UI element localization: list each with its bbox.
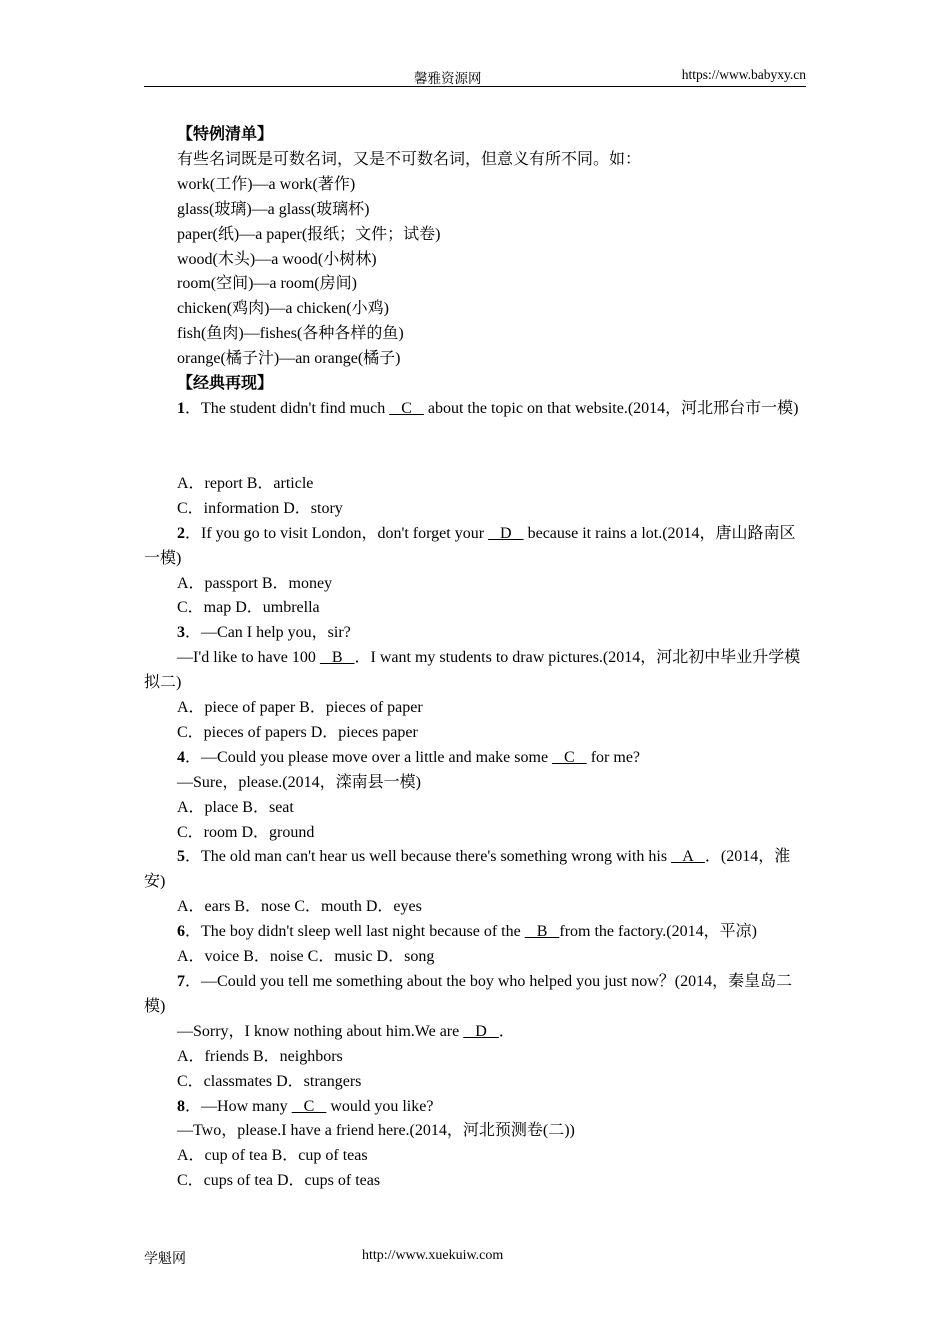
document-body	[144, 123, 806, 1194]
footer-url[interactable]: http://www.xuekuiw.com	[362, 1248, 504, 1263]
footer-site-name: 学魁网	[144, 1252, 186, 1267]
special-list-title: 【特例清单】	[177, 126, 274, 143]
header-url[interactable]: https://www.babyxy.cn	[681, 67, 806, 82]
options: C．map D．umbrella	[177, 599, 320, 617]
question-number: 5	[177, 848, 185, 866]
options: A．friends B．neighbors	[177, 1047, 343, 1065]
options: A．cup of tea B．cup of teas	[177, 1147, 368, 1165]
answer-blank: D	[463, 1022, 499, 1040]
header-site-name: 馨雅资源网	[414, 71, 482, 86]
options: A．voice B．noise C．music D．song	[177, 948, 435, 966]
question-6: 6．The boy didn't sleep well last night because of the B from the factory.(2014，平凉)	[177, 923, 757, 941]
question-7: 7．—Could you tell me something about the boy who helped you just now？(2014，秦皇岛二模)	[144, 973, 793, 1015]
question-8-reply: —Two，please.I have a friend here.(2014，河北预测卷(二))	[177, 1122, 575, 1140]
answer-blank: C	[389, 399, 424, 417]
question-number: 3	[177, 624, 185, 642]
options: A．piece of paper B．pieces of paper	[177, 699, 423, 717]
options: C．pieces of papers D．pieces paper	[177, 723, 418, 741]
special-item: orange(橘子汁)—an orange(橘子)	[177, 350, 401, 368]
question-number: 7	[177, 973, 185, 990]
answer-blank: C	[552, 748, 587, 766]
question-number: 8	[177, 1097, 185, 1115]
question-4-reply: —Sure，please.(2014，滦南县一模)	[177, 773, 421, 791]
question-8: 8．—How many C would you like?	[177, 1097, 434, 1115]
question-number: 1	[177, 399, 185, 417]
question-3-reply: —I'd like to have 100 B ．I want my students to draw pictures.(2014，河北初中毕业升学模拟二)	[144, 649, 801, 692]
classic-title: 【经典再现】	[177, 375, 274, 393]
answer-blank: D	[488, 524, 524, 542]
options: A．place B．seat	[177, 798, 294, 816]
options: C．information D．story	[177, 499, 343, 517]
question-number: 6	[177, 923, 185, 941]
special-item: wood(木头)—a wood(小树林)	[177, 250, 377, 268]
question-5: 5．The old man can't hear us well because there's something wrong with his A ．(2014，淮安)	[144, 848, 791, 891]
options: C．cups of tea D．cups of teas	[177, 1172, 381, 1190]
question-1: 1．The student didn't find much C about the topic on that website.(2014，河北邢台市一模)	[177, 399, 799, 417]
answer-blank: B	[524, 923, 560, 941]
options: A．ears B．nose C．mouth D．eyes	[177, 898, 422, 916]
options: A．report B．article	[177, 474, 314, 492]
special-item: chicken(鸡肉)—a chicken(小鸡)	[177, 300, 389, 318]
page-header	[144, 64, 806, 87]
special-item: work(工作)—a work(著作)	[177, 175, 356, 193]
options: C．room D．ground	[177, 823, 315, 841]
special-item: room(空间)—a room(房间)	[177, 275, 357, 293]
question-3: 3．—Can I help you，sir?	[177, 624, 351, 642]
options: A．passport B．money	[177, 574, 333, 592]
answer-blank: C	[291, 1097, 327, 1115]
question-7-reply: —Sorry，I know nothing about him.We are D ．	[177, 1022, 515, 1040]
special-item: glass(玻璃)—a glass(玻璃杯)	[177, 200, 370, 218]
answer-blank: A	[671, 848, 705, 866]
special-intro: 有些名词既是可数名词，又是不可数名词，但意义有所不同。如：	[177, 150, 642, 168]
answer-blank: B	[319, 649, 355, 667]
question-2: 2．If you go to visit London，don't forget your D because it rains a lot.(2014，唐山路南区一模)	[144, 524, 796, 567]
options: C．classmates D．strangers	[177, 1072, 362, 1090]
special-item: paper(纸)—a paper(报纸；文件；试卷)	[177, 225, 441, 243]
question-number: 2	[177, 524, 185, 542]
special-item: fish(鱼肉)—fishes(各种各样的鱼)	[177, 325, 404, 343]
question-number: 4	[177, 748, 185, 766]
question-4: 4．—Could you please move over a little and make some C for me?	[177, 748, 641, 766]
